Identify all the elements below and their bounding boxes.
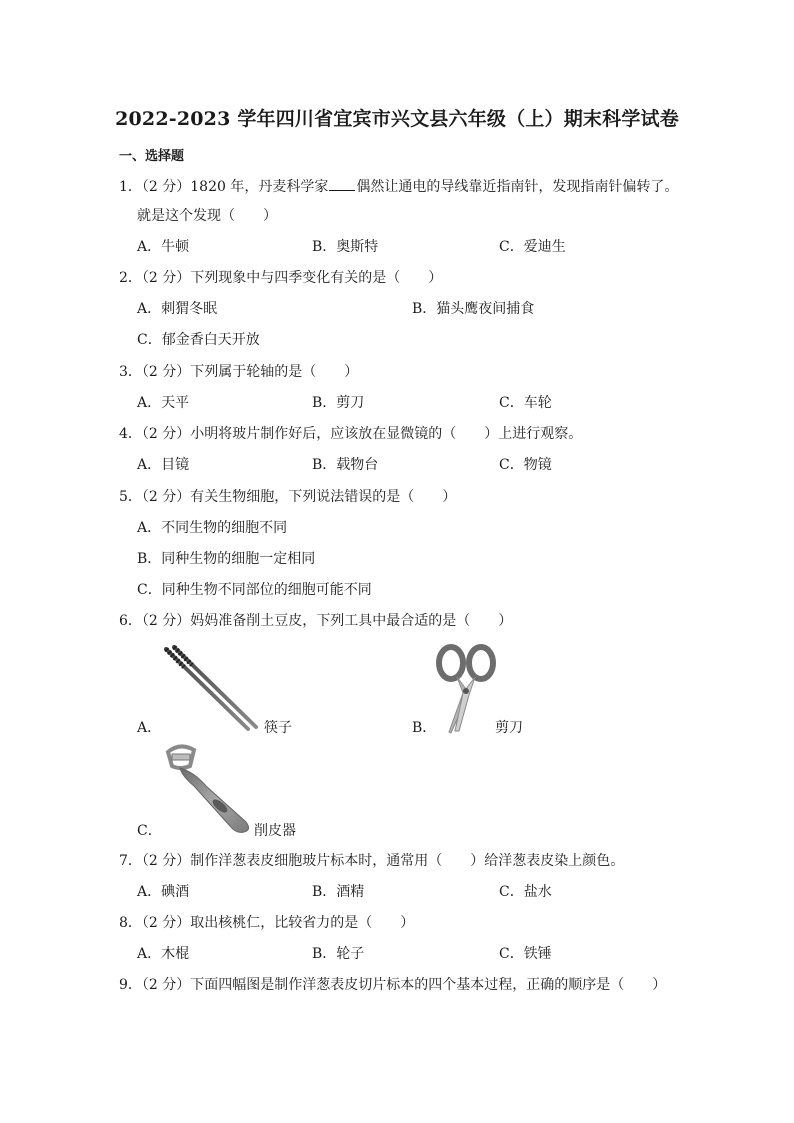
option: B．载物台 [312,457,379,473]
option-label: 筷子 [264,720,292,736]
option-letter: C． [137,823,162,839]
option: C．盐水 [499,884,552,900]
option: B．猫头鹰夜间捕食 [412,301,535,317]
option-letter: B． [412,720,437,736]
question-5: 5．（2 分）有关生物细胞，下列说法错误的是（ ） [119,489,457,505]
question-9: 9．（2 分）下面四幅图是制作洋葱表皮切片标本的四个基本过程，正确的顺序是（ ） [119,977,667,993]
option: C．车轮 [499,395,552,411]
chopsticks-icon [160,645,260,735]
question-2: 2．（2 分）下列现象中与四季变化有关的是（ ） [119,270,443,286]
option: B．奥斯特 [312,239,379,255]
scissors-icon [435,643,497,735]
exam-title: 2022-2023 学年四川省宜宾市兴文县六年级（上）期末科学试卷 [115,108,679,130]
option: A．不同生物的细胞不同 [137,520,288,536]
option: C．郁金香白天开放 [137,332,260,348]
question-7: 7．（2 分）制作洋葱表皮细胞玻片标本时，通常用（ ）给洋葱表皮染上颜色。 [119,853,625,869]
option: A．刺猬冬眠 [137,301,218,317]
question-1 [119,176,678,196]
option: A．木棍 [137,946,190,962]
question-4: 4．（2 分）小明将玻片制作好后，应该放在显微镜的（ ）上进行观察。 [119,426,583,442]
option: B．轮子 [312,946,365,962]
option: B．同种生物的细胞一定相同 [137,551,316,567]
question-1-text-cont: 偶然让通电的导线靠近指南针，发现指南针偏转了。 [356,179,679,195]
question-1-text: 1．（2 分）1820 年，丹麦科学家 [119,179,329,195]
option-label: 剪刀 [495,720,523,736]
question-6: 6．（2 分）妈妈准备削土豆皮，下列工具中最合适的是（ ） [119,613,513,629]
option: A．天平 [137,395,190,411]
option: A．目镜 [137,457,190,473]
question-3: 3．（2 分）下列属于轮轴的是（ ） [119,364,359,380]
question-8: 8．（2 分）取出核桃仁，比较省力的是（ ） [119,915,415,931]
option: C．铁锤 [499,946,552,962]
option: B．酒精 [312,884,365,900]
option: A．碘酒 [137,884,190,900]
option-letter: A． [137,720,162,736]
option-label: 削皮器 [254,823,296,839]
question-1-line2: 就是这个发现（ ） [137,208,277,224]
option: A．牛顿 [137,239,190,255]
option: B．剪刀 [312,395,365,411]
option: C．同种生物不同部位的细胞可能不同 [137,582,372,598]
answer-blank [329,176,355,191]
option: C．爱迪生 [499,239,566,255]
section-heading: 一、选择题 [119,149,185,164]
option: C．物镜 [499,457,552,473]
peeler-icon [160,742,256,834]
